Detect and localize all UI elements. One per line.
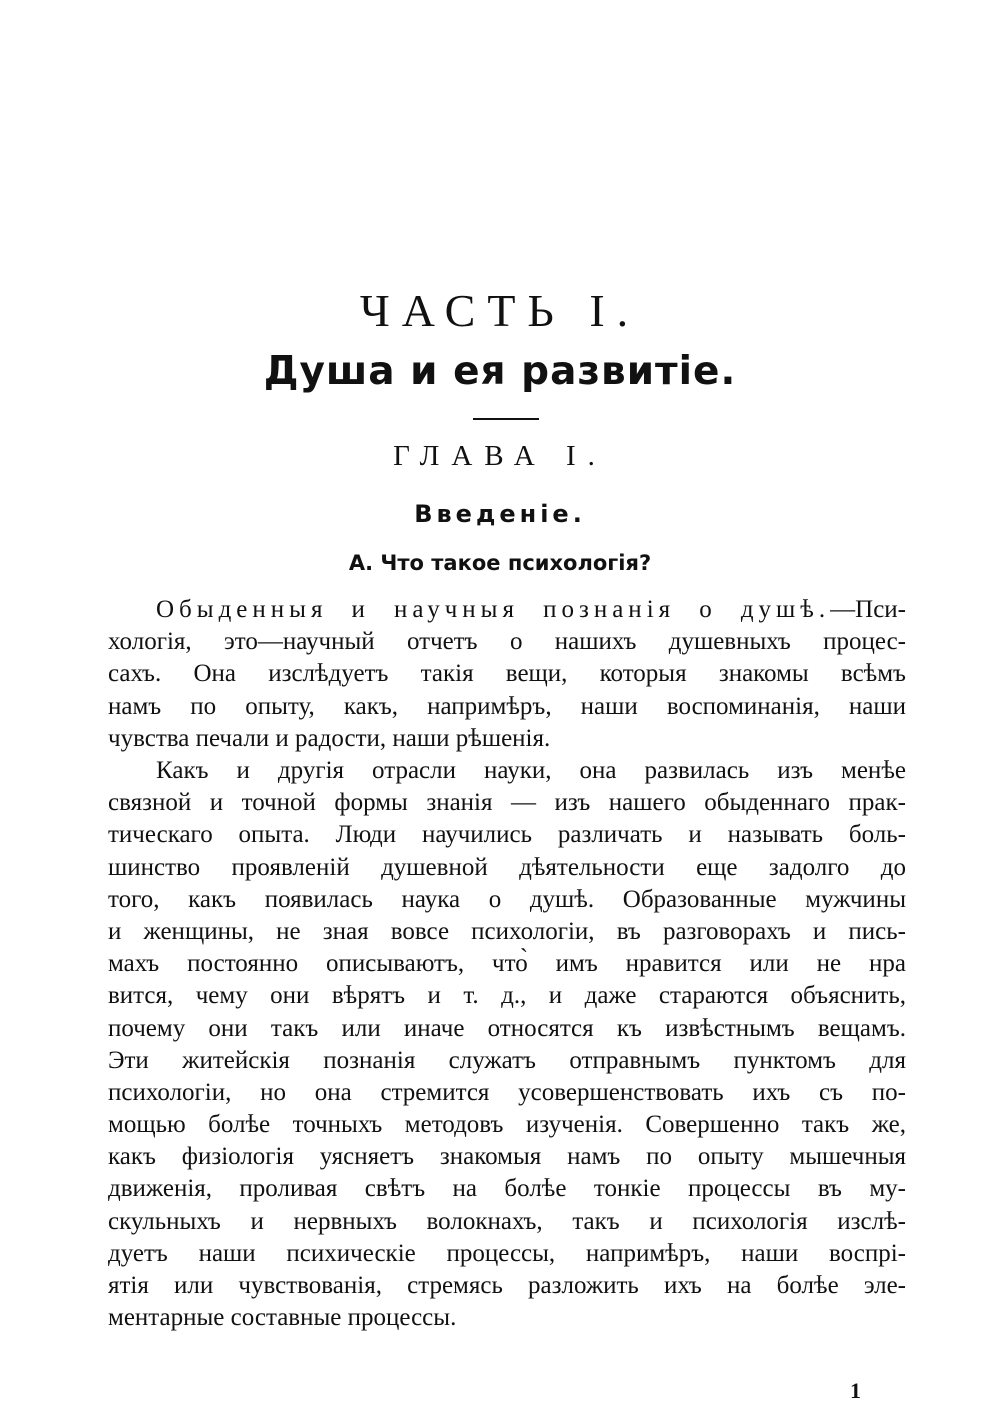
- part-subtitle: Душа и ея развитіе.: [263, 349, 737, 394]
- paragraph-line: скульныхъ и нервныхъ волокнахъ, такъ и психологія изслѣ-: [108, 1207, 906, 1235]
- paragraph-line: Обыденныя и научныя познанія о душѣ.—Пси-: [156, 596, 906, 623]
- paragraph-line: и женщины, не зная вовсе психологіи, въ разговорахъ и пись-: [108, 917, 906, 945]
- paragraph-line: ментарные составные процессы.: [108, 1304, 457, 1332]
- chapter-subtitle: Введеніе.: [414, 500, 586, 528]
- page-number: 1: [850, 1378, 861, 1403]
- part-title: ЧАСТЬ I.: [359, 285, 641, 336]
- paragraph-line: хологія, это—научный отчетъ о нашихъ душевныхъ процес-: [108, 628, 906, 656]
- paragraph-line: движенія, проливая свѣтъ на болѣе тонкіе процессы въ му-: [108, 1175, 906, 1203]
- run-in-heading: Обыденныя и научныя познанія о душѣ.: [156, 596, 831, 623]
- paragraph-line: сахъ. Она изслѣдуетъ такія вещи, которыя знакомы всѣмъ: [108, 660, 906, 688]
- paragraph-line: Эти житейскія познанія служатъ отправнымъ пунктомъ для: [108, 1046, 906, 1074]
- paragraph-line: психологіи, но она стремится усовершенствовать ихъ съ по-: [108, 1078, 906, 1106]
- paragraph-line: дуетъ наши психическіе процессы, напримѣръ, наши воспрі-: [108, 1239, 906, 1267]
- paragraph-line: шинство проявленій душевной дѣятельности еще задолго до: [108, 853, 906, 881]
- paragraph-line: какъ физіологія уясняетъ знакомыя намъ по опыту мышечныя: [108, 1143, 906, 1171]
- paragraph-line: намъ по опыту, какъ, напримѣръ, наши воспоминанія, наши: [108, 692, 906, 720]
- paragraph-line: вится, чему они вѣрятъ и т. д., и даже стараются объяснить,: [108, 982, 906, 1010]
- paragraph-line: почему они такъ или иначе относятся къ извѣстнымъ вещамъ.: [108, 1014, 906, 1042]
- paragraph-line: тическаго опыта. Люди научились различать и называть боль-: [108, 821, 906, 849]
- paragraph-1: [108, 594, 906, 755]
- paragraph-line: связной и точной формы знанія — изъ нашего обыденнаго прак-: [108, 789, 906, 817]
- section-heading: А. Что такое психологія?: [348, 551, 652, 575]
- paragraph-line: махъ постоянно описываютъ, что̀ имъ нравится или не нра: [108, 950, 906, 978]
- chapter-title: ГЛАВА I.: [393, 440, 607, 472]
- paragraph-line: ятія или чувствованія, стремясь разложить ихъ на болѣе эле-: [108, 1272, 906, 1299]
- paragraph-line: чувства печали и радости, наши рѣшенія.: [108, 724, 551, 752]
- paragraph-line: мощью болѣе точныхъ методовъ изученія. Совершенно такъ же,: [108, 1111, 906, 1139]
- paragraph-line: того, какъ появилась наука о душѣ. Образованные мужчины: [108, 885, 906, 913]
- paragraph-2: [108, 755, 906, 1334]
- section-divider: [473, 418, 539, 420]
- paragraph-line: Какъ и другія отрасли науки, она развилась изъ менѣе: [156, 757, 906, 784]
